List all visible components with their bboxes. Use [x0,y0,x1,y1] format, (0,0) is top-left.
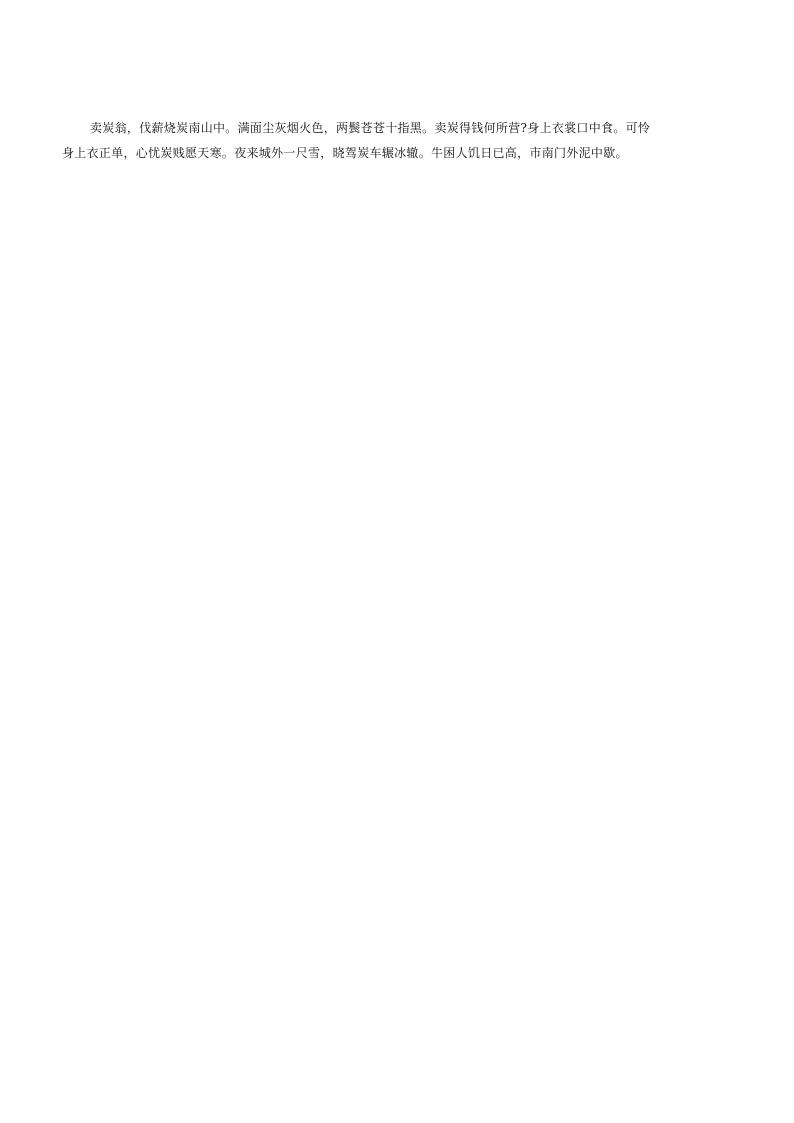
poem-line-2: 身上衣正单，心忧炭贱愿天寒。夜来城外一尺雪，晓驾炭车辗冰辙。牛困人饥日已高，市南门外泥中歇。 [62,146,628,160]
poem-line-1: 卖炭翁，伐薪烧炭南山中。满面尘灰烟火色，两鬓苍苍十指黑。卖炭得钱何所营?身上衣裳口中食。可怜 [90,121,651,135]
